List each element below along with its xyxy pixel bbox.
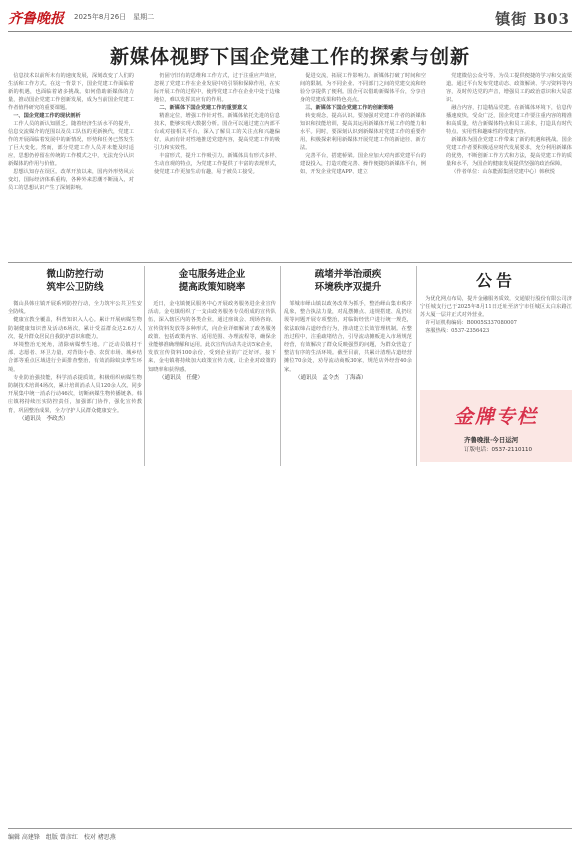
page-header [8, 8, 572, 30]
lead-column-4 [446, 72, 572, 176]
column-divider [416, 266, 417, 466]
subheading: 三、新媒体下国企党建工作的创新策略 [305, 105, 394, 111]
ad-title: 金牌专栏 [453, 406, 538, 428]
editor-credits: 编辑 高建锋 组版 曾彦红 校对 褚思燕 [8, 834, 116, 841]
lead-column-1 [8, 72, 134, 192]
license-code: 许可证机构编码：B0005S337080007 [425, 320, 517, 326]
header-divider [8, 31, 572, 32]
story-weishan [8, 268, 142, 468]
lead-article [8, 72, 572, 260]
notice-title: 公告 [475, 271, 516, 290]
gold-column-ad [420, 390, 572, 462]
main-headline: 新媒体视野下国企党建工作的探索与创新 [109, 46, 470, 68]
story-title [284, 268, 412, 294]
issue-date: 2025年8月26日 星期二 [74, 13, 155, 21]
title-line: 微山防控行动 [46, 269, 104, 280]
paragraph: 信息技术以前所未有的速度发展，深刻改变了人们的生活和工作方式。在这一背景下，国企党建工作面临着新的机遇，也面临着诸多挑战。如何借助新媒体的力量，推动国企党建工作创新发展，成为当前国企党建工作者值得研究的重要课题。 [8, 73, 134, 111]
section-label: 镇街 B03 [495, 10, 570, 28]
title-line: 筑牢公卫防线 [46, 282, 104, 293]
title-line: 环境秩序双提升 [314, 282, 382, 293]
byline: （通讯员 李政杰） [19, 415, 69, 422]
story-title [148, 268, 276, 294]
byline: （通讯员 任健） [159, 374, 204, 381]
paragraph: 党建微信公众号等，为员工提供便捷的学习和交流渠道。通过平台发布党建动态、政策解读、学习资料等内容，及时传达党的声音，增强员工的政治意识和大局意识。 [446, 73, 572, 103]
paragraph: 邹城市峄山镇以政务改革为抓手，整治峄山集市秩序乱象，整合执法力量，对乱摆摊点、违规搭建、乱扔垃圾等问题开展专项整治，对临街经营户进行统一规范，依法取缔占道经营行为，推动建立长效管理机制。在整治过程中，注重疏堵结合，引导流动摊贩进入市场规范经营，有效解决了群众反映强烈的问题，为群众营造了整洁有序的生活环境。截至目前，共累计清理占道经营摊位70余处，劝导流动商贩30家，规范店外经营40余家。 [284, 301, 412, 373]
paragraph: 为优化网点布局，提升金融服务质效，交通银行股份有限公司济宁任城支行已于2025年8月11日迁址至济宁市任城区太白东路江苏大厦一层并正式对外营业。 [420, 296, 572, 318]
masthead-logo: 齐鲁晚报 [8, 11, 64, 27]
title-line: 金屯服务进企业 [178, 269, 246, 280]
paragraph: 近日，金屯镇便民服务中心开展政务服务进企业宣传活动。金屯镇组织了一支由政务服务专员组成的宣传队伍，深入辖区内的各类企业，通过座谈会、现场咨询、宣传资料发放等多种形式，向企业详细解读了政务服务政策、包括政策内容、适用范围、办理流程等，确保企业能够准确理解和运用。此次宣传活动共走访5家企业，发放宣传资料100余份，受到企业的广泛好评。接下来，金屯镇将持续加大政策宣传力度，让企业对政策的知晓率和获得感。 [148, 301, 276, 373]
service-hotline: 客服热线：0537-2356423 [425, 328, 490, 334]
title-line: 疏堵并举治顽疾 [314, 269, 382, 280]
paragraph: 仍固守旧有的思维和工作方式，过于注重应声效应，忽视了党建工作在企业发展中的引领和保障作用，在实际开展工作的过程中，使得党建工作在企业中处于边缘地位，难以发挥其应有的作用。 [154, 73, 280, 103]
paragraph: 专业防治强技能，科学消杀提质效。积极组织病媒生物防制技术培训4场次，累计培训消杀人员120余人次。同步开展集中统一消杀行动46次，切断病媒生物传播链条。韩庄镇将持续压实防控责任，加强部门协作，强化宣传教育，巩固整治成果，全力守护人民群众健康安全。 [8, 374, 142, 414]
story-body [148, 300, 276, 382]
paragraph: 完善平台，搭建桥梁。国企应加大对内部党建平台的建设投入，打造功能完善、操作便捷的新媒体平台，例如，开发企业党建APP、建立 [300, 153, 426, 175]
subheading: 二、新媒体下国企党建工作的重要意义 [159, 105, 248, 111]
ad-phone: 订版电话：0537-2110110 [464, 447, 532, 453]
lead-column-2 [154, 72, 280, 176]
subheading: 一、国企党建工作的现状剖析 [13, 113, 81, 119]
paragraph: 精准定位，增强工作针对性。新媒体依托先进的信息技术，能够实现大数据分析。国企可以通过建立内部平台或对接相关平台，深入了解员工的关注点和兴趣偏好，从而有针对性地推送党建内容，提高党建工作的吸引力和实效性。 [154, 113, 280, 151]
column-divider [144, 266, 145, 466]
story-title [8, 268, 142, 294]
column-divider [280, 266, 281, 466]
story-jintun [148, 268, 276, 468]
story-body [8, 300, 142, 423]
lead-column-3 [300, 72, 426, 176]
ad-subtitle: 齐鲁晚报·今日运河 [464, 436, 519, 444]
paragraph: 健康宣教全覆盖，科普知识入人心。累计开展病媒生物防制健康知识普及活动6场次，累计受益群众达2.6万人次，提升群众居民自我防护意识和能力。 [8, 317, 142, 340]
paragraph: 环境整治无死角，清除病媒孳生地。广泛动员镇村干部、志愿者、环卫力量，对背街小巷、农贸市场、城乡结合部等重点区域进行全面排查整治，有效消除蚊虫孳生环境。 [8, 342, 142, 373]
paragraph: 丰富形式，提升工作吸引力。新媒体具有形式多样、生动直观的特点，为党建工作提供了丰富的表现形式，使党建工作更加生动有趣，易于被员工接受。 [154, 153, 280, 175]
paragraph: 新媒体为国企党建工作带来了新的机遇和挑战。国企党建工作者要积极适应时代发展要求，充分利用新媒体的优势，不断创新工作方式和方法，提高党建工作的质量和水平，为国企的健康发展提供坚强的政治保障。 [446, 137, 572, 167]
section-divider [8, 262, 572, 263]
paragraph: 思想认知存在误区。改革开放以来，国内外形势风云变幻，国际经济体系重构，各种外来思潮不断涌入，对员工的思想认识产生了深刻影响。 [8, 169, 134, 191]
paragraph: 促进交流，拓展工作影响力。新媒体打破了时间和空间的限制，为不同企业、不同部门之间的党建交流和经验分享提供了便利。国企可以借助新媒体平台，分享自身的党建成果和特色亮点。 [300, 73, 426, 103]
paragraph: 转变观念，提高认识。要加强对党建工作者的新媒体知识和技能培训，提高其运用新媒体开展工作的能力和水平。同时，要深刻认识到新媒体对党建工作的重要作用，积极探索利用新媒体开展党建工作的新途径、新方法。 [300, 113, 426, 151]
public-notice [420, 268, 572, 380]
paragraph: 工作人员的新认知匮乏。随着经济生活水平的提升，信息交流媒介的范围以及员工队伍的更新换代，党建工作的开展面临着发展中的新情况，形势和任务已然发生了巨大变化。然而，部分党建工作人员并未能及时适应，思想仍停留在传统的工作模式之中，无法充分认识新媒体的作用与价值。 [8, 121, 134, 167]
author-line: （作者单位：山东能源集团党建中心）韩秋悦 [451, 169, 555, 175]
byline: （通讯员 孟令杰 丁海森） [295, 374, 367, 381]
paragraph: 微山县韩庄镇开展系列防控行动，全力筑牢公共卫生安全防线。 [8, 301, 142, 316]
story-yishan [284, 268, 412, 468]
notice-body [420, 295, 572, 335]
paragraph: 融合内容，打造精品党建。在新媒体环境下，信息传播速度快，受众广泛，国企党建工作要注重内容的精准和高质量，结合新媒体特点和员工需求，打造具有时代特点、实用性和趣味性的党建内容。 [446, 105, 572, 135]
footer-divider [8, 828, 572, 829]
title-line: 提高政策知晓率 [178, 282, 246, 293]
story-body [284, 300, 412, 382]
